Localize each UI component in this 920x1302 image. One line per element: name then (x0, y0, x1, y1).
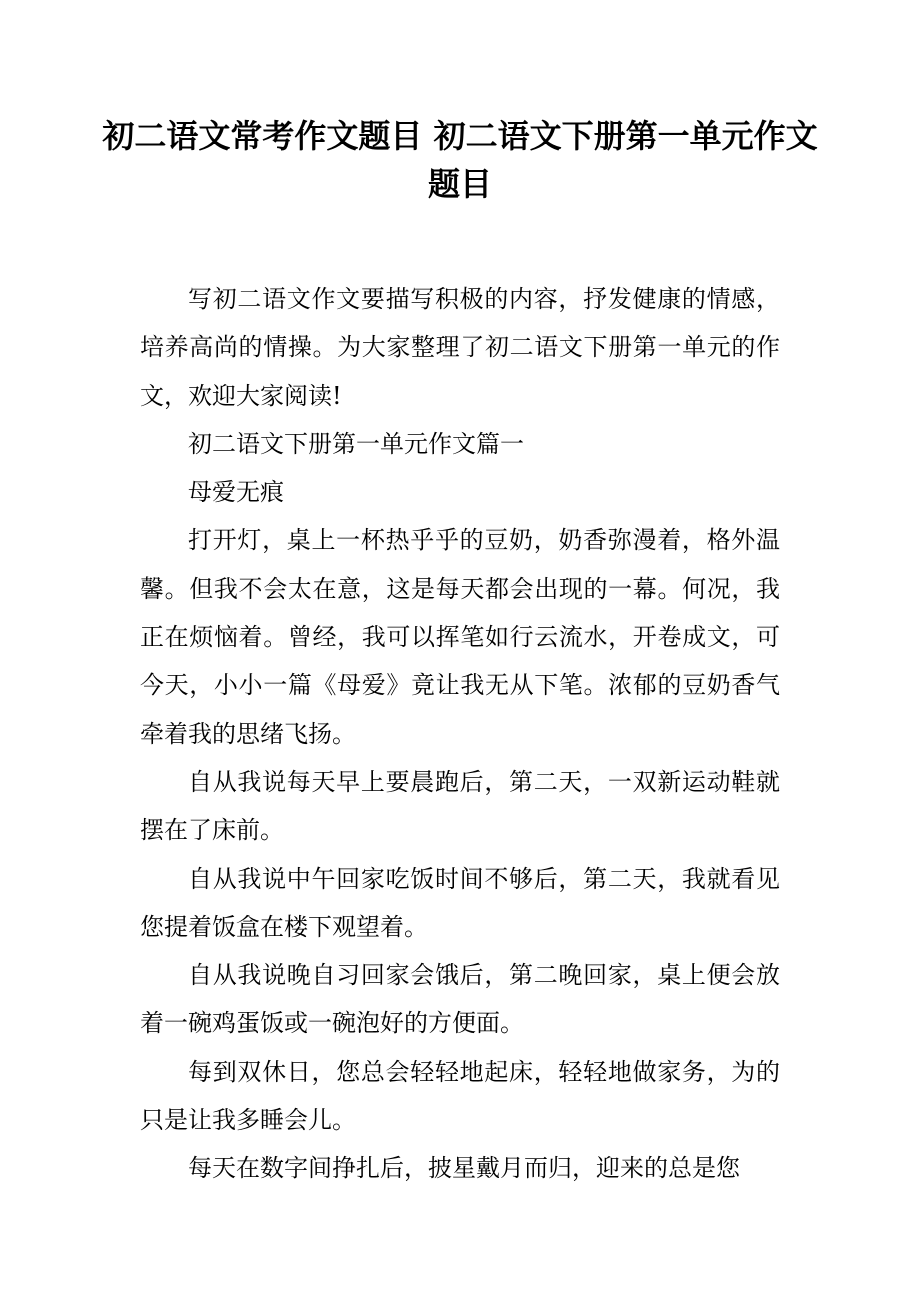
document-title: 初二语文常考作文题目 初二语文下册第一单元作文题目 (102, 117, 818, 203)
intro-paragraph: 写初二语文作文要描写积极的内容，抒发健康的情感，培养高尚的情操。为大家整理了初二语文下册第一单元的作文，欢迎大家阅读! (140, 285, 780, 410)
body-paragraph: 每天在数字间挣扎后，披星戴月而归，迎来的总是您 (188, 1154, 740, 1183)
essay-title: 母爱无痕 (188, 478, 284, 507)
body-paragraph: 自从我说中午回家吃饭时间不够后，第二天，我就看见您提着饭盒在楼下观望着。 (140, 864, 780, 941)
body-paragraph: 每到双休日，您总会轻轻地起床，轻轻地做家务，为的只是让我多睡会儿。 (140, 1057, 780, 1135)
body-paragraph: 自从我说每天早上要晨跑后，第二天，一双新运动鞋就摆在了床前。 (140, 767, 780, 845)
body-paragraph: 打开灯，桌上一杯热乎乎的豆奶，奶香弥漫着，格外温馨。但我不会太在意，这是每天都会出现的一幕。何况，我正在烦恼着。曾经，我可以挥笔如行云流水，开卷成文，可今天，小小一篇《母爱》竟让我无从下笔。浓郁的豆奶香气牵着我的思绪飞扬。 (140, 526, 780, 748)
body-paragraph: 自从我说晚自习回家会饿后，第二晚回家，桌上便会放着一碗鸡蛋饭或一碗泡好的方便面。 (140, 961, 780, 1038)
section-heading: 初二语文下册第一单元作文篇一 (188, 429, 524, 458)
document-body (140, 275, 780, 1193)
